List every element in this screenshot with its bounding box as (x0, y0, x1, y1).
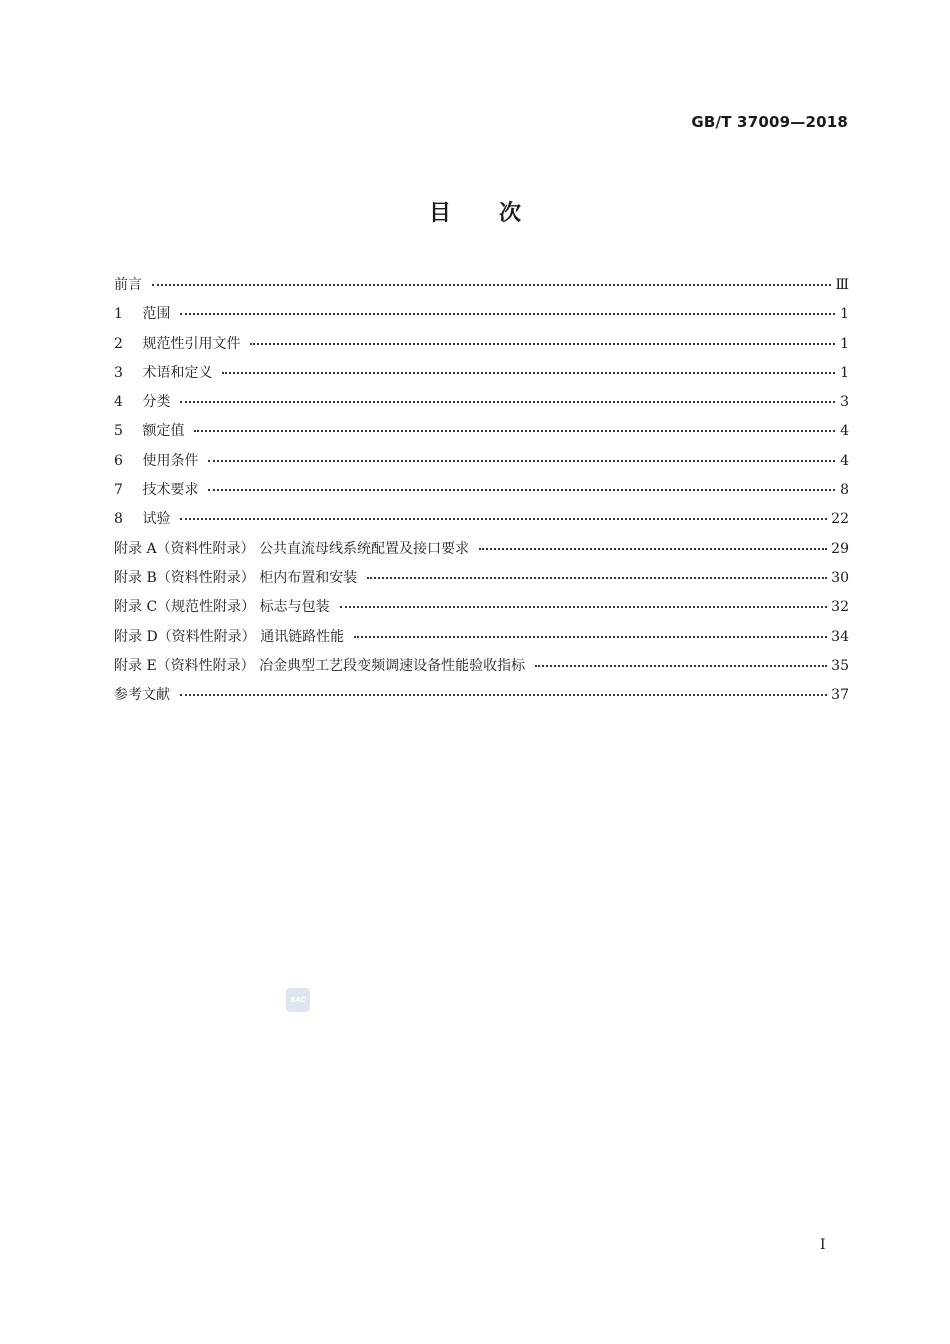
standard-code: GB/T 37009—2018 (691, 113, 848, 131)
toc-entry-text: 附录 C（规范性附录） 标志与包装 (114, 599, 330, 616)
toc-entry-number: 7 (114, 482, 123, 499)
toc-entry-page: 1 (840, 306, 849, 323)
page-title: 目次 (428, 201, 569, 226)
dot-leader (180, 517, 827, 520)
toc-entry-text: 使用条件 (142, 452, 199, 469)
toc-entry-label (114, 567, 363, 587)
dot-leader (535, 664, 827, 667)
toc-entry-label (114, 420, 190, 440)
toc-entry-label (114, 274, 148, 294)
toc-entry-text: 分类 (142, 394, 171, 411)
toc-entry-5[interactable] (114, 420, 849, 449)
toc-entry-label (114, 303, 176, 323)
toc-entry-text: 额定值 (142, 423, 185, 440)
toc-entry-number: 5 (114, 423, 123, 440)
toc-entry-number: 4 (114, 394, 123, 411)
toc-entry-text: 附录 D（资料性附录） 通讯链路性能 (114, 628, 345, 645)
dot-leader (354, 635, 827, 638)
dot-leader (180, 693, 827, 696)
toc-entry-page: 1 (840, 335, 849, 352)
toc-entry-page: 35 (831, 657, 849, 674)
dot-leader (180, 400, 835, 403)
toc-entry-label (114, 508, 176, 528)
toc-entry-4[interactable] (114, 391, 849, 420)
toc-entry-page: 30 (831, 569, 849, 586)
dot-leader (180, 312, 835, 315)
dot-leader (208, 488, 835, 491)
toc-entry-number: 3 (114, 364, 123, 381)
toc-entry-text: 附录 E（资料性附录） 冶金典型工艺段变频调速设备性能验收指标 (114, 657, 526, 674)
dot-leader (208, 459, 835, 462)
toc-entry-text: 技术要求 (142, 482, 199, 499)
toc-entry-number: 2 (114, 335, 123, 352)
toc-entry-text: 前言 (114, 277, 142, 293)
toc-entry-page: Ⅲ (835, 277, 849, 293)
table-of-contents (114, 274, 849, 713)
toc-entry-label (114, 391, 176, 411)
dot-leader (367, 576, 827, 579)
toc-entry-text: 附录 B（资料性附录） 柜内布置和安装 (114, 569, 358, 586)
toc-entry-3[interactable] (114, 362, 849, 391)
toc-entry-appendix-d[interactable] (114, 626, 849, 655)
toc-entry-page: 29 (831, 540, 849, 557)
toc-entry-appendix-a[interactable] (114, 538, 849, 567)
toc-entry-page: 4 (840, 423, 849, 440)
toc-entry-label (114, 596, 336, 616)
toc-entry-page: 37 (831, 687, 849, 704)
watermark-text: SAC (290, 996, 306, 1004)
toc-entry-text: 参考文献 (114, 687, 170, 704)
dot-leader (340, 605, 828, 608)
toc-entry-text: 规范性引用文件 (142, 335, 241, 352)
toc-entry-appendix-b[interactable] (114, 567, 849, 596)
toc-entry-label (114, 655, 531, 675)
toc-entry-page: 34 (831, 628, 849, 645)
toc-entry-number: 8 (114, 511, 123, 528)
toc-entry-label (114, 479, 204, 499)
toc-entry-page: 4 (840, 452, 849, 469)
toc-entry-1[interactable] (114, 303, 849, 332)
toc-entry-page: 3 (840, 394, 849, 411)
toc-entry-label (114, 362, 218, 382)
toc-entry-text: 附录 A（资料性附录） 公共直流母线系统配置及接口要求 (114, 540, 470, 557)
toc-entry-references[interactable] (114, 684, 849, 713)
dot-leader (222, 371, 835, 374)
toc-entry-text: 试验 (142, 511, 171, 528)
dot-leader (152, 283, 831, 286)
toc-entry-number: 1 (114, 306, 123, 323)
sac-watermark-logo (286, 988, 310, 1012)
toc-entry-label (114, 333, 246, 353)
toc-entry-label (114, 538, 475, 558)
toc-entry-page: 32 (831, 599, 849, 616)
toc-entry-page: 8 (840, 482, 849, 499)
dot-leader (250, 342, 835, 345)
toc-entry-7[interactable] (114, 479, 849, 508)
dot-leader (479, 547, 827, 550)
toc-entry-foreword[interactable] (114, 274, 849, 303)
toc-entry-number: 6 (114, 452, 123, 469)
toc-entry-label (114, 684, 176, 704)
toc-entry-text: 术语和定义 (142, 364, 213, 381)
toc-entry-text: 范围 (142, 306, 171, 323)
toc-entry-label (114, 450, 204, 470)
toc-entry-8[interactable] (114, 508, 849, 537)
toc-entry-page: 22 (831, 511, 849, 528)
toc-entry-page: 1 (840, 364, 849, 381)
page-number: I (820, 1237, 826, 1253)
toc-entry-appendix-e[interactable] (114, 655, 849, 684)
toc-entry-appendix-c[interactable] (114, 596, 849, 625)
dot-leader (194, 429, 835, 432)
toc-entry-2[interactable] (114, 333, 849, 362)
toc-entry-label (114, 626, 350, 646)
toc-entry-6[interactable] (114, 450, 849, 479)
